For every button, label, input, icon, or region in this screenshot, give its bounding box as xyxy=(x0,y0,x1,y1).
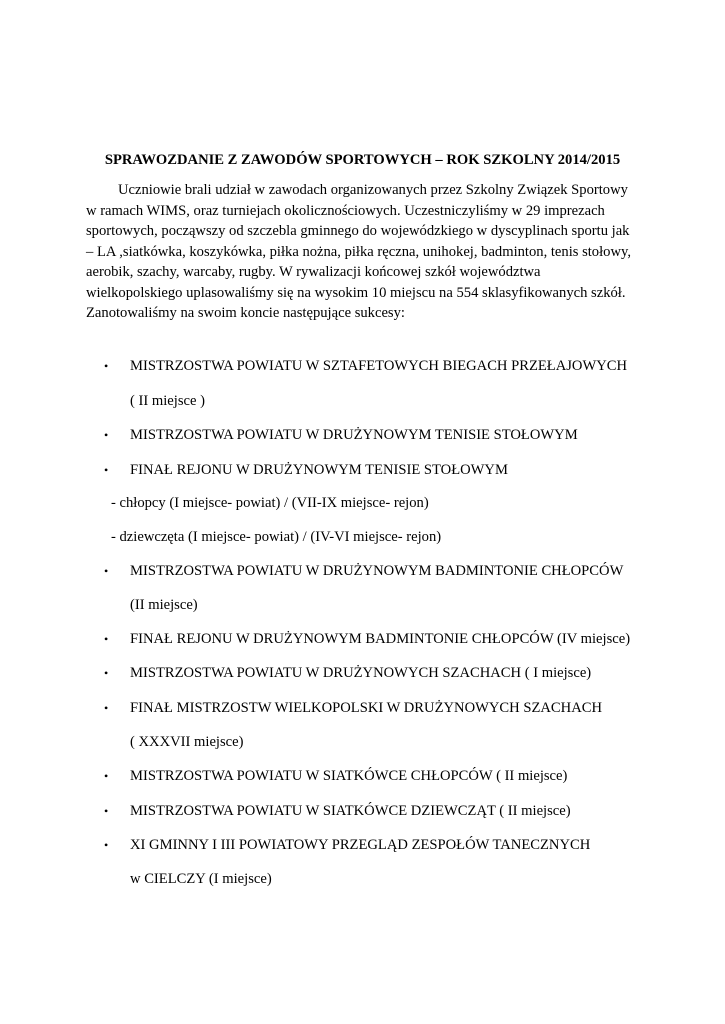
intro-line: Zanotowaliśmy na swoim koncie następujące sukcesy: xyxy=(86,305,405,321)
list-item-continuation: ( XXXVII miejsce) xyxy=(130,734,244,750)
bullet-icon: • xyxy=(104,769,109,783)
bullet-icon: • xyxy=(104,564,109,578)
list-item: MISTRZOSTWA POWIATU W SZTAFETOWYCH BIEGACH PRZEŁAJOWYCH xyxy=(130,358,628,374)
bullet-icon: • xyxy=(104,632,109,646)
bullet-icon: • xyxy=(104,838,109,852)
list-item-continuation: ( II miejsce ) xyxy=(130,393,205,409)
list-item-continuation: w CIELCZY (I miejsce) xyxy=(130,871,272,887)
intro-line: wielkopolskiego uplasowaliśmy się na wysokim 10 miejscu na 554 sklasyfikowanych szkół. xyxy=(86,284,626,301)
list-item: MISTRZOSTWA POWIATU W DRUŻYNOWYM TENISIE STOŁOWYM xyxy=(130,427,578,443)
bullet-icon: • xyxy=(104,428,109,442)
bullet-icon: • xyxy=(104,804,109,818)
bullet-icon: • xyxy=(104,359,109,373)
list-item: MISTRZOSTWA POWIATU W SIATKÓWCE DZIEWCZĄT ( II miejsce) xyxy=(130,803,571,819)
intro-line: w ramach WIMS, oraz turniejach okolicznościowych. Uczestniczyliśmy w 29 imprezach xyxy=(86,202,605,219)
list-item: MISTRZOSTWA POWIATU W SIATKÓWCE CHŁOPCÓW ( II miejsce) xyxy=(130,768,568,784)
list-item: FINAŁ REJONU W DRUŻYNOWYM BADMINTONIE CHŁOPCÓW (IV miejsce) xyxy=(130,631,631,647)
intro-line: sportowych, począwszy od szczebla gminnego do wojewódzkiego w dyscyplinach sportu jak xyxy=(86,223,630,239)
list-item: MISTRZOSTWA POWIATU W DRUŻYNOWYCH SZACHACH ( I miejsce) xyxy=(130,665,592,681)
bullet-icon: • xyxy=(104,463,109,477)
list-item: MISTRZOSTWA POWIATU W DRUŻYNOWYM BADMINTONIE CHŁOPCÓW xyxy=(130,563,624,579)
bullet-icon: • xyxy=(104,666,109,680)
list-subitem: - chłopcy (I miejsce- powiat) / (VII-IX miejsce- rejon) xyxy=(111,495,429,511)
intro-line: – LA ,siatkówka, koszykówka, piłka nożna, piłka ręczna, unihokej, badminton, tenis stołowy, xyxy=(86,243,631,260)
list-item: FINAŁ MISTRZOSTW WIELKOPOLSKI W DRUŻYNOWYCH SZACHACH xyxy=(130,700,603,716)
intro-paragraph xyxy=(86,180,646,324)
bullet-icon: • xyxy=(104,701,109,715)
intro-line: Uczniowie brali udział w zawodach organizowanych przez Szkolny Związek Sportowy xyxy=(118,182,628,198)
report-title: SPRAWOZDANIE Z ZAWODÓW SPORTOWYCH – ROK SZKOLNY 2014/2015 xyxy=(104,152,621,168)
list-item-continuation: (II miejsce) xyxy=(130,597,198,613)
list-item: XI GMINNY I III POWIATOWY PRZEGLĄD ZESPOŁÓW TANECZNYCH xyxy=(130,837,591,853)
list-subitem: - dziewczęta (I miejsce- powiat) / (IV-VI miejsce- rejon) xyxy=(111,529,442,545)
list-item: FINAŁ REJONU W DRUŻYNOWYM TENISIE STOŁOWYM xyxy=(130,462,508,478)
intro-line: aerobik, szachy, warcaby, rugby. W rywalizacji końcowej szkół województwa xyxy=(86,264,541,280)
